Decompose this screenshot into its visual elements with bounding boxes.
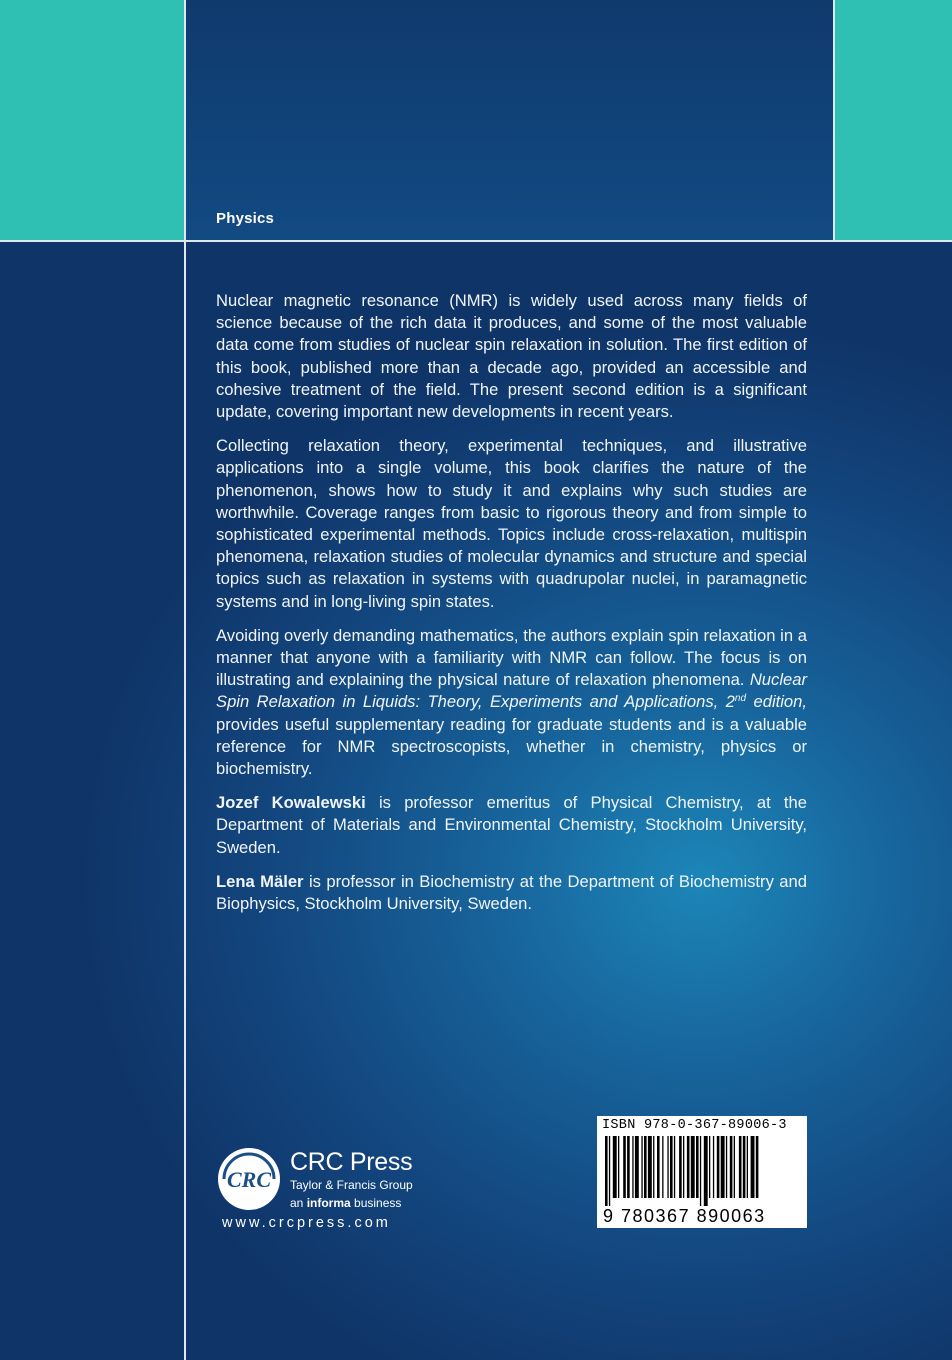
barcode-bar (704, 1136, 708, 1206)
barcode-bar (657, 1136, 660, 1198)
teal-corner-left (0, 0, 184, 240)
blurb-paragraph-2: Collecting relaxation theory, experimental techniques, and illustrative applications into a single volume, this book clarifies the nature of the phenomenon, shows how to study it and explains why such studies are worthwhile. Coverage ranges from basic to rigorous theory and from simple to sophisticated experimental methods. Topics include cross-relaxation, multispin phenomena, relaxation studies of molecular dynamics and structure and special topics such as relaxation in systems with quadrupolar nuclei, in paramagnetic systems and in long-living spin states. (216, 436, 807, 611)
barcode-bar (613, 1136, 617, 1198)
publisher-logo (218, 1148, 438, 1238)
publisher-website: www.crcpress.com (222, 1215, 391, 1231)
barcode-bar (730, 1136, 733, 1198)
barcode-bar (726, 1136, 727, 1198)
barcode-bar (623, 1136, 626, 1198)
barcode-bar (618, 1136, 619, 1198)
author-bio-2 (216, 871, 807, 915)
barcode-bar (687, 1136, 690, 1198)
barcode-bar (662, 1136, 663, 1198)
barcode-bar (683, 1136, 684, 1198)
barcode-bar (756, 1136, 759, 1198)
isbn-barcode (597, 1116, 807, 1228)
informa-suffix: business (350, 1196, 402, 1210)
barcode-bar (721, 1136, 725, 1198)
author-name-2: Lena Mäler (216, 871, 304, 891)
barcode-bar (648, 1136, 652, 1198)
author-name-1: Jozef Kowalewski (216, 793, 366, 813)
publisher-name: CRC Press (290, 1148, 413, 1176)
blurb-paragraph-1: Nuclear magnetic resonance (NMR) is widely used across many fields of science because of the rich data it produces, and some of the most valuable data come from studies of nuclear spin relaxation in solution. The first edition of this book, published more than a decade ago, provided an accessible and cohesive treatment of the field. The present second edition is a significant update, covering important new developments in recent years. (216, 291, 807, 422)
publisher-informa (290, 1196, 401, 1210)
barcode-bar (713, 1136, 714, 1198)
teal-corner-right (835, 0, 952, 240)
crc-logo-text: CRC (226, 1167, 272, 1192)
barcode-bar (717, 1136, 720, 1198)
blurb-paragraph-3-text-a: Avoiding overly demanding mathematics, the authors explain spin relaxation in a manner that anyone with a familiarity with NMR can follow. The focus is on illustrating and explaining the physical nature of relaxation phenomena. (216, 625, 807, 690)
barcode-bar (674, 1136, 675, 1198)
isbn-number: ISBN 978-0-367-89006-3 (602, 1118, 787, 1133)
horizontal-divider (0, 240, 952, 242)
publisher-group: Taylor & Francis Group (290, 1178, 413, 1192)
blurb (216, 290, 807, 927)
top-panel (186, 0, 833, 240)
barcode-bar (679, 1136, 682, 1198)
barcode-bar (734, 1136, 735, 1198)
barcode-bar (627, 1136, 630, 1198)
category-label: Physics (216, 210, 275, 227)
barcode-bar (632, 1136, 633, 1198)
author-bio-text-1: is professor emeritus of Physical Chemistry, at the Department of Materials and Environmental Chemistry, Stockholm University, Sweden. (216, 793, 807, 857)
barcode-bar (691, 1136, 695, 1198)
barcode-bar (667, 1136, 668, 1198)
barcode-bar (605, 1136, 608, 1206)
crc-logo-icon (218, 1148, 280, 1210)
barcode-bar (670, 1136, 673, 1198)
book-title-text: Nuclear Spin Relaxation in Liquids: Theory, Experiments and Applications, 2 (216, 670, 807, 712)
barcode-bar (696, 1136, 699, 1198)
barcode-bar (743, 1136, 746, 1198)
barcode-bar (609, 1136, 610, 1206)
vertical-divider (184, 0, 186, 1360)
barcode-bar (751, 1136, 755, 1198)
barcode-bar (700, 1136, 701, 1206)
book-edition-text: edition, (746, 692, 807, 712)
barcode-bar (739, 1136, 742, 1198)
barcode-bars (605, 1136, 799, 1206)
author-bio-1 (216, 792, 807, 859)
informa-bold: informa (306, 1196, 351, 1210)
barcode-bar (635, 1136, 639, 1198)
edition-superscript: nd (734, 693, 747, 705)
barcode-bar (641, 1136, 642, 1198)
barcode-bar (653, 1136, 654, 1198)
barcode-bar (644, 1136, 647, 1198)
blurb-paragraph-3-text-b: provides useful supplementary reading for graduate students and is a valuable reference for NMR spectroscopists, whether in chemistry, physics or biochemistry. (216, 714, 807, 779)
ean-number: 9 780367 890063 (603, 1206, 766, 1226)
author-bio-text-2: is professor in Biochemistry at the Department of Biochemistry and Biophysics, Stockholm University, Sweden. (216, 871, 807, 914)
vertical-divider-right (833, 0, 835, 240)
blurb-paragraph-3 (216, 625, 807, 780)
barcode-bar (709, 1136, 710, 1198)
barcode-bar (747, 1136, 748, 1198)
informa-prefix: an (290, 1196, 307, 1210)
